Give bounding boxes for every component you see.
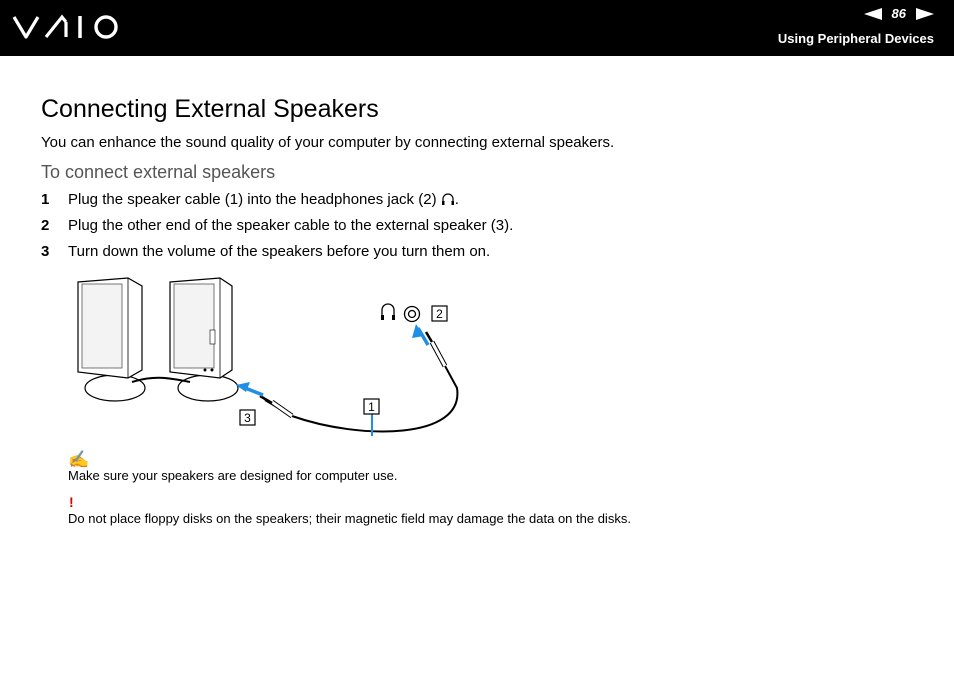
headphone-jack <box>405 307 420 322</box>
note-text: Make sure your speakers are designed for computer use. <box>68 468 398 483</box>
warning-text: Do not place floppy disks on the speakers; their magnetic field may damage the data on the disks. <box>68 511 631 526</box>
step-number: 3 <box>41 243 50 260</box>
right-speaker <box>170 278 238 401</box>
procedure-heading: To connect external speakers <box>41 162 276 182</box>
svg-text:3: 3 <box>244 411 251 425</box>
step-text: Plug the speaker cable (1) into the headphones jack (2) <box>68 191 437 208</box>
page-header <box>0 0 954 56</box>
step-number: 2 <box>41 217 50 234</box>
intro-text: You can enhance the sound quality of your computer by connecting external speakers. <box>41 134 615 151</box>
warning-icon: ! <box>69 494 74 510</box>
arrow-left-icon[interactable] <box>864 8 882 20</box>
step-item <box>41 243 490 260</box>
step-item <box>41 217 513 234</box>
vaio-logo <box>12 12 122 42</box>
callout-1 <box>364 399 379 414</box>
headphones-icon <box>381 304 395 320</box>
step-text-end: . <box>454 191 459 208</box>
left-speaker <box>78 278 145 401</box>
page-navigation <box>864 6 934 21</box>
arrow-right-icon[interactable] <box>916 8 934 20</box>
svg-text:1: 1 <box>368 400 375 414</box>
svg-text:2: 2 <box>436 307 443 321</box>
callout-3 <box>240 410 255 425</box>
step-item <box>41 191 459 208</box>
page-title: Connecting External Speakers <box>41 95 379 123</box>
page-number: 86 <box>891 6 906 21</box>
speaker-connection-illustration <box>60 270 480 450</box>
pencil-note-icon: ✍ <box>68 450 90 469</box>
step-number: 1 <box>41 191 50 208</box>
arrow-to-jack <box>412 324 428 345</box>
headphones-icon <box>441 192 455 206</box>
step-text: Plug the other end of the speaker cable to the external speaker (3). <box>68 217 514 234</box>
step-text: Turn down the volume of the speakers before you turn them on. <box>68 243 491 260</box>
callout-2 <box>432 306 447 321</box>
speaker-side-plug <box>260 396 292 416</box>
arrow-to-speaker <box>236 382 263 395</box>
jack-side-plug <box>426 332 445 366</box>
section-title: Using Peripheral Devices <box>777 31 934 46</box>
